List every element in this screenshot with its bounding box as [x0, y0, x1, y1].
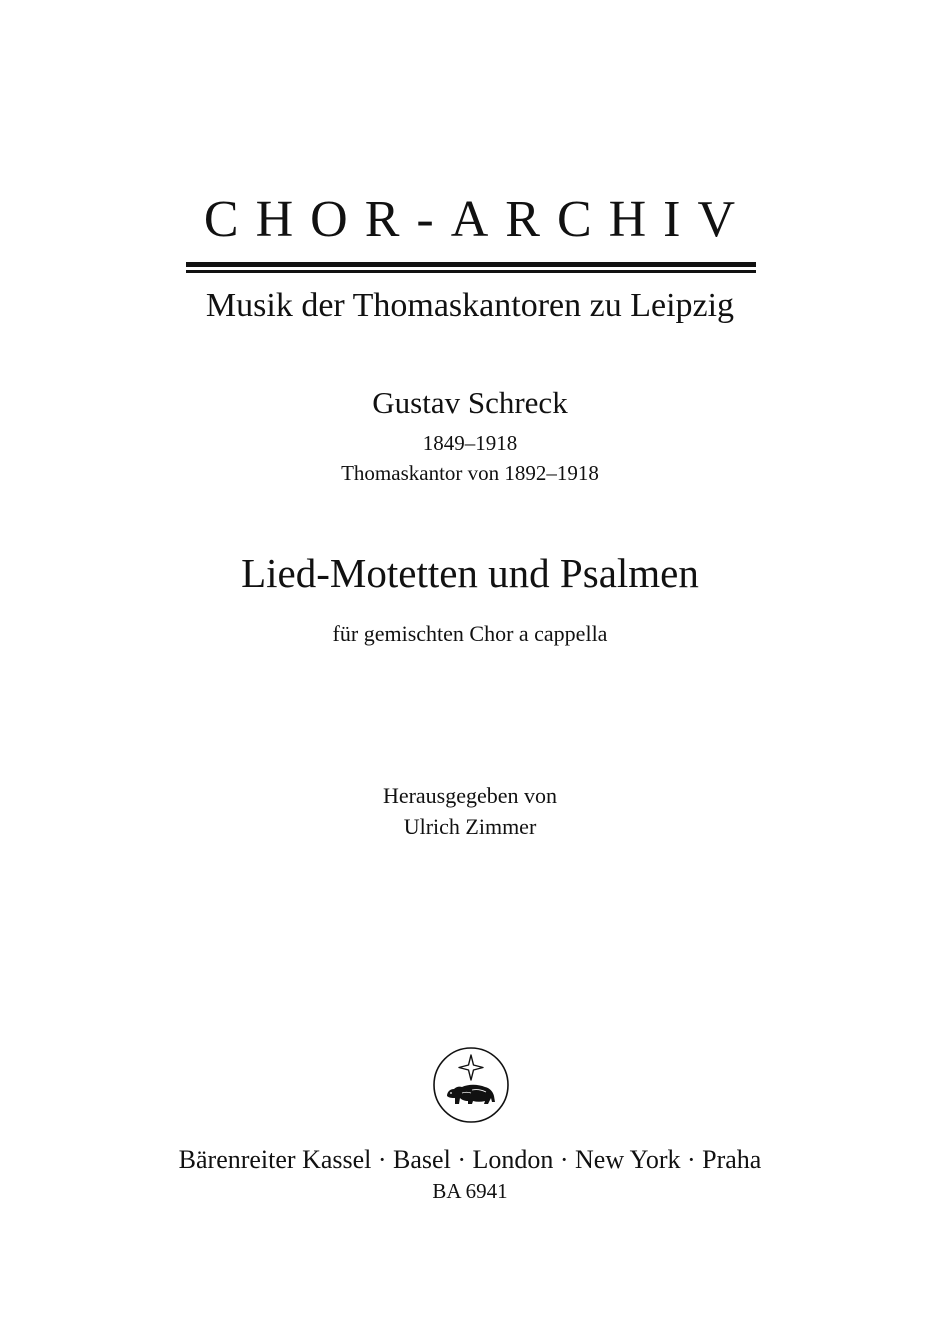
- work-title: Lied-Motetten und Psalmen: [241, 550, 699, 596]
- work-scoring: für gemischten Chor a cappella: [332, 621, 608, 646]
- composer-position: Thomaskantor von 1892–1918: [341, 461, 599, 485]
- series-subtitle: Musik der Thomaskantoren zu Leipzig: [205, 287, 735, 324]
- double-rule-top: [186, 262, 756, 267]
- double-rule-bottom: [186, 270, 756, 273]
- composer-name: Gustav Schreck: [372, 385, 568, 420]
- editor-name: Ulrich Zimmer: [403, 814, 537, 839]
- series-title: CHOR-ARCHIV: [203, 191, 753, 248]
- bear-star-logo-icon: [432, 1046, 510, 1124]
- publisher-imprint: Bärenreiter Kassel · Basel · London · New York · Praha: [178, 1145, 762, 1174]
- editor-label: Herausgegeben von: [382, 783, 558, 808]
- catalog-number: BA 6941: [432, 1179, 508, 1203]
- composer-dates: 1849–1918: [422, 431, 518, 455]
